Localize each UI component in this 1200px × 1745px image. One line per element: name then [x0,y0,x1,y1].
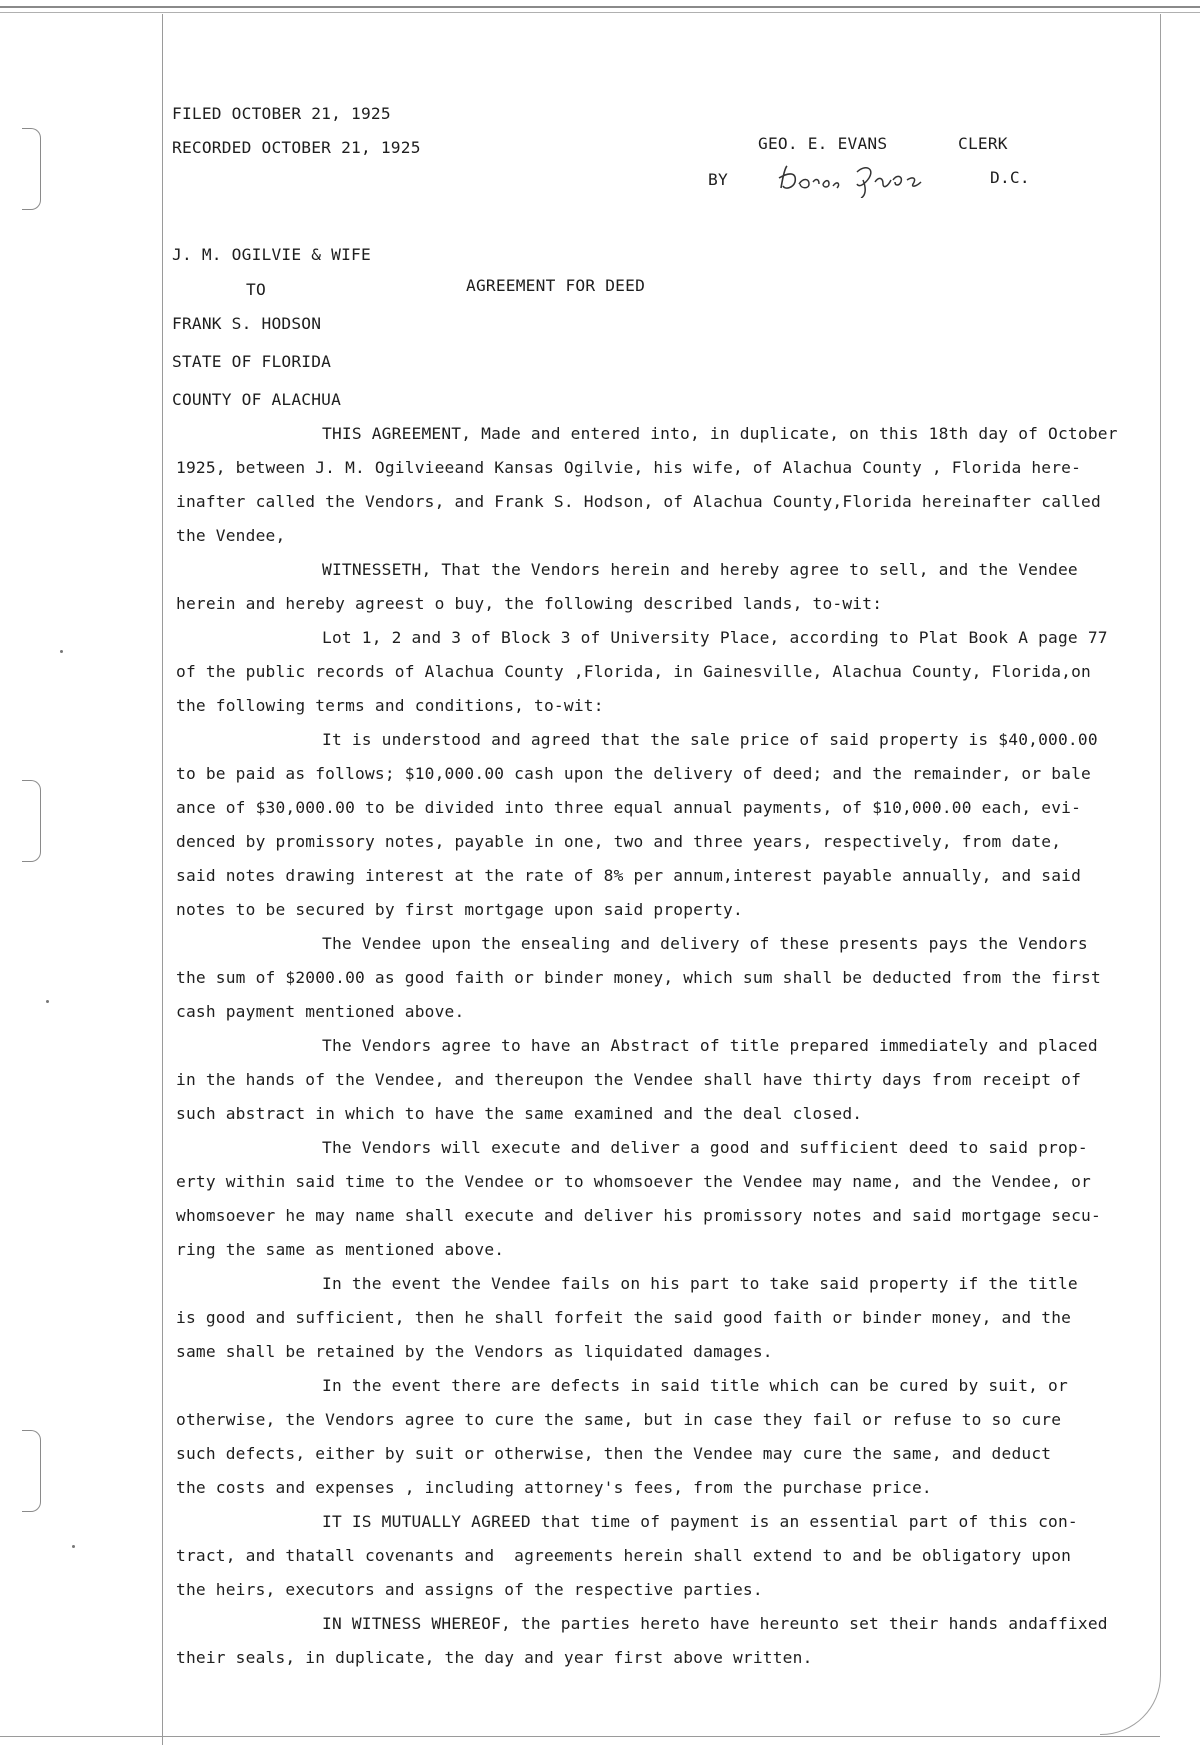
body-line: the costs and expenses , including attorney's fees, from the purchase price. [176,1478,932,1497]
page-top-rule [0,6,1200,8]
body-line: ring the same as mentioned above. [176,1240,505,1259]
filed-date: FILED OCTOBER 21, 1925 [172,104,391,123]
body-line: In the event there are defects in said title which can be cured by suit, or [322,1376,1068,1395]
body-line: in the hands of the Vendee, and thereupon the Vendee shall have thirty days from receipt of [176,1070,1082,1089]
county-line: COUNTY OF ALACHUA [172,390,342,409]
body-line: whomsoever he may name shall execute and deliver his promissory notes and said mortgage secu- [176,1206,1101,1225]
body-line: ance of $30,000.00 to be divided into three equal annual payments, of $10,000.00 each, evi- [176,798,1082,817]
body-line: 1925, between J. M. Ogilvieeand Kansas Ogilvie, his wife, of Alachua County , Florida here- [176,458,1082,477]
deputy-signature [775,158,950,198]
body-line: such abstract in which to have the same examined and the deal closed. [176,1104,863,1123]
body-line: WITNESSETH, That the Vendors herein and hereby agree to sell, and the Vendee [322,560,1078,579]
right-margin-rule [1160,14,1161,1675]
body-line: said notes drawing interest at the rate of 8% per annum,interest payable annually, and said [176,866,1082,885]
body-line: their seals, in duplicate, the day and year first above written. [176,1648,813,1667]
body-line: same shall be retained by the Vendors as liquidated damages. [176,1342,773,1361]
left-margin-rule [162,14,163,1745]
paper-speck [60,650,63,653]
body-line: to be paid as follows; $10,000.00 cash upon the delivery of deed; and the remainder, or bale [176,764,1092,783]
paper-speck [46,1000,49,1003]
recorded-date: RECORDED OCTOBER 21, 1925 [172,138,421,157]
page-bottom-rule [0,1736,1160,1737]
to-label: TO [246,280,266,299]
body-line: tract, and thatall covenants and agreements herein shall extend to and be obligatory upon [176,1546,1072,1565]
body-line: It is understood and agreed that the sale price of said property is $40,000.00 [322,730,1098,749]
body-line: herein and hereby agreest o buy, the following described lands, to-wit: [176,594,883,613]
deputy-title: D.C. [990,168,1030,187]
body-line: such defects, either by suit or otherwise, then the Vendee may cure the same, and deduct [176,1444,1052,1463]
body-line: IN WITNESS WHEREOF, the parties hereto have hereunto set their hands andaffixed [322,1614,1108,1633]
body-line: cash payment mentioned above. [176,1002,465,1021]
by-label: BY [708,170,728,189]
body-line: the sum of $2000.00 as good faith or binder money, which sum shall be deducted from the first [176,968,1101,987]
body-line: inafter called the Vendors, and Frank S. Hodson, of Alachua County,Florida hereinafter called [176,492,1101,511]
binder-hole-bottom [22,1430,41,1512]
page-top-rule-secondary [0,12,1200,13]
binder-hole-top [22,128,41,210]
page-corner-curl [1100,1674,1161,1735]
body-line: Lot 1, 2 and 3 of Block 3 of University Place, according to Plat Book A page 77 [322,628,1108,647]
state-line: STATE OF FLORIDA [172,352,332,371]
grantee-name: FRANK S. HODSON [172,314,322,333]
body-line: the Vendee, [176,526,286,545]
body-line: the heirs, executors and assigns of the respective parties. [176,1580,763,1599]
body-line: the following terms and conditions, to-wit: [176,696,604,715]
body-line: denced by promissory notes, payable in one, two and three years, respectively, from date, [176,832,1062,851]
body-line: The Vendors will execute and deliver a good and sufficient deed to said prop- [322,1138,1088,1157]
body-line: The Vendee upon the ensealing and delivery of these presents pays the Vendors [322,934,1088,953]
document-title: AGREEMENT FOR DEED [466,276,646,295]
body-line: In the event the Vendee fails on his part to take said property if the title [322,1274,1078,1293]
body-line: is good and sufficient, then he shall forfeit the said good faith or binder money, and the [176,1308,1072,1327]
paper-speck [72,1545,75,1548]
grantor-name: J. M. OGILVIE & WIFE [172,245,371,264]
body-line: IT IS MUTUALLY AGREED that time of payment is an essential part of this con- [322,1512,1078,1531]
body-line: of the public records of Alachua County ,Florida, in Gainesville, Alachua County, Florida,on [176,662,1092,681]
body-line: erty within said time to the Vendee or to whomsoever the Vendee may name, and the Vendee, or [176,1172,1092,1191]
body-line: otherwise, the Vendors agree to cure the same, but in case they fail or refuse to so cure [176,1410,1062,1429]
clerk-name: GEO. E. EVANS [758,134,888,153]
body-line: notes to be secured by first mortgage upon said property. [176,900,743,919]
body-line: The Vendors agree to have an Abstract of title prepared immediately and placed [322,1036,1098,1055]
body-line: THIS AGREEMENT, Made and entered into, in duplicate, on this 18th day of October [322,424,1118,443]
clerk-title: CLERK [958,134,1008,153]
binder-hole-middle [22,780,41,862]
